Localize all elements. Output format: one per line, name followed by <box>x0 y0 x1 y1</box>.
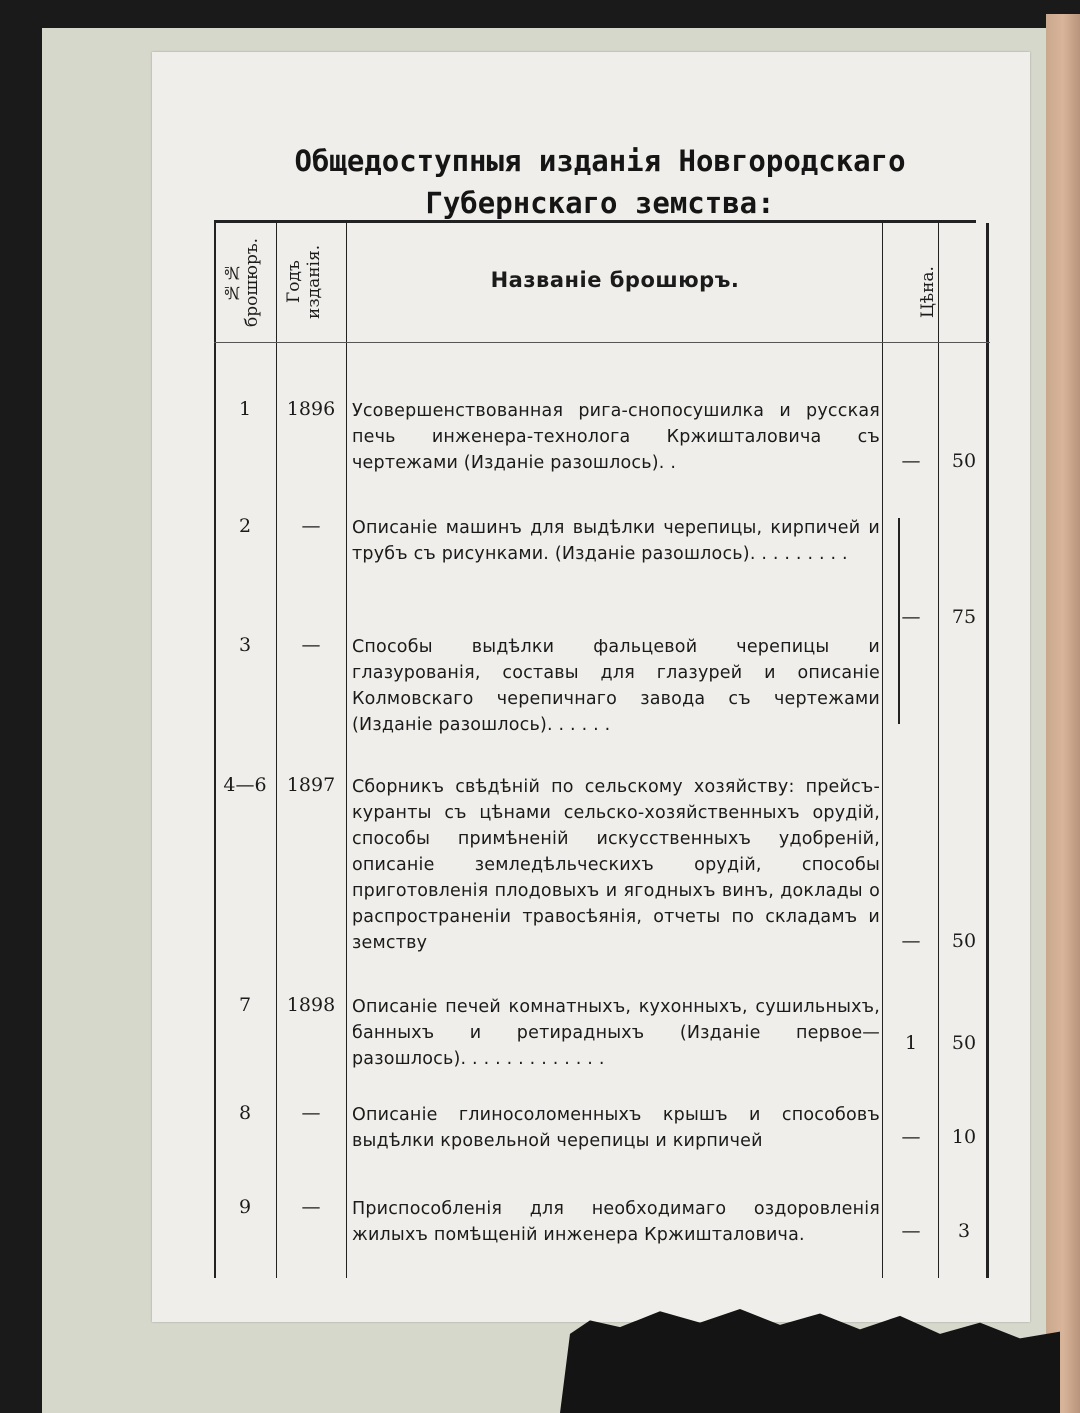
row-price-rub: — <box>901 1126 921 1148</box>
header-name: Названіе брошюръ. <box>490 268 740 292</box>
row-price-kop: 50 <box>951 930 977 952</box>
column-divider <box>938 223 939 1278</box>
row-price-rub: — <box>901 1220 921 1242</box>
row-title: Способы выдѣлки фальцевой черепицы и глазурованія, составы для глазурей и описаніе Колмовскаго черепичнаго завода съ чертежами (Изданіе разошлось). . . . . . <box>352 637 880 735</box>
row-year: — <box>301 1102 321 1124</box>
row-price-kop: 10 <box>951 1126 977 1148</box>
row-title: Приспособленія для необходимаго оздоровленія жилыхъ помѣщеній инженера Кржишталовича. <box>352 1199 880 1245</box>
row-year: 1896 <box>286 398 336 420</box>
column-divider <box>346 223 347 1278</box>
group-price-rub: — <box>901 606 921 628</box>
group-price-kop: 75 <box>951 606 977 628</box>
row-title: Описаніе машинъ для выдѣлки черепицы, кирпичей и трубъ съ рисунками. (Изданіе разошлось). . . . . . . . . <box>352 518 880 564</box>
row-number: 4—6 <box>223 774 267 796</box>
header-price: Цѣна. <box>918 266 938 318</box>
row-title: Усовершенствованная рига-снопосушилка и русская печь инженера-технолога Кржишталовича съ чертежами (Изданіе разошлось). . <box>352 401 880 473</box>
row-price-rub: — <box>901 450 921 472</box>
row-price-rub: 1 <box>904 1032 918 1054</box>
table-top-rule <box>214 220 976 223</box>
row-year: — <box>301 1196 321 1218</box>
publications-table <box>214 220 990 1278</box>
column-divider <box>882 223 883 1278</box>
row-number: 1 <box>238 398 252 420</box>
row-price-kop: 50 <box>951 1032 977 1054</box>
row-year: — <box>301 515 321 537</box>
row-price-kop: 3 <box>957 1220 971 1242</box>
page-edge <box>1046 14 1080 1413</box>
row-number: 8 <box>238 1102 252 1124</box>
row-title: Описаніе печей комнатныхъ, кухонныхъ, сушильныхъ, банныхъ и ретирадныхъ (Изданіе первое— разошлось). . . . . . . . . . . . . <box>352 997 880 1069</box>
row-year: 1898 <box>286 994 336 1016</box>
page-title: Общедоступныя изданія Новгородскаго Губернскаго земства: <box>294 144 906 220</box>
row-title: Описаніе глиносоломенныхъ крышъ и способовъ выдѣлки кровельной черепицы и кирпичей <box>352 1105 880 1151</box>
row-year: — <box>301 634 321 656</box>
row-price-kop: 50 <box>951 450 977 472</box>
column-divider <box>276 223 277 1278</box>
header-num: №№ брошюръ. <box>222 237 262 327</box>
row-price-rub: — <box>901 930 921 952</box>
row-number: 3 <box>238 634 252 656</box>
row-number: 7 <box>238 994 252 1016</box>
column-divider <box>986 223 989 1278</box>
row-title: Сборникъ свѣдѣній по сельскому хозяйству: прейсъ-куранты съ цѣнами сельско-хозяйственныхъ орудій, способы примѣненій искусственныхъ удобреній, описаніе земледѣльческихъ орудій, способы приготовленія плодовыхъ и ягодныхъ винъ, доклады о распространеніи травосѣянія, отчеты по складамъ и земству <box>352 777 880 953</box>
row-number: 9 <box>238 1196 252 1218</box>
header-year: Годъ изданія. <box>284 244 324 320</box>
row-number: 2 <box>238 515 252 537</box>
header-separator <box>214 342 990 343</box>
row-year: 1897 <box>286 774 336 796</box>
